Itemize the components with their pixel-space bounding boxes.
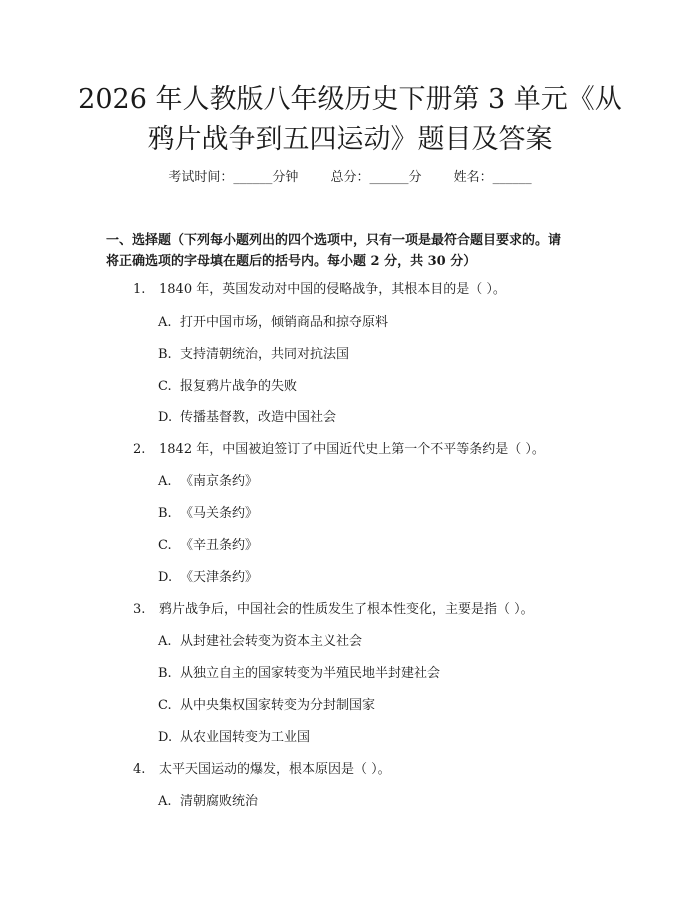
option-text: 《天津条约》	[180, 570, 259, 585]
answer-option	[158, 536, 618, 556]
option-text: 打开中国市场，倾销商品和掠夺原料	[180, 315, 389, 330]
exam-time-field: 考试时间：______分钟	[168, 170, 299, 185]
question-text: 太平天国运动的爆发，根本原因是（ ）。	[159, 762, 391, 777]
answer-option	[158, 568, 618, 588]
total-score-field: 总分：______分	[330, 170, 422, 185]
option-text: 传播基督教，改造中国社会	[180, 410, 337, 425]
option-letter: D.	[158, 410, 173, 425]
answer-option	[158, 632, 618, 652]
option-letter: B.	[158, 666, 172, 681]
question-number: 1.	[133, 282, 146, 297]
answer-option	[158, 728, 618, 748]
option-letter: B.	[158, 506, 172, 521]
option-letter: A.	[158, 315, 172, 330]
answer-option	[158, 696, 618, 716]
question-text: 鸦片战争后，中国社会的性质发生了根本性变化，主要是指（ ）。	[159, 602, 534, 617]
option-text: 支持清朝统治，共同对抗法国	[180, 347, 350, 362]
option-letter: A.	[158, 474, 172, 489]
section-heading-line-2: 将正确选项的字母填在题后的括号内。每小题 2 分，共 30 分）	[106, 254, 477, 269]
section-heading	[106, 230, 596, 272]
question-stem	[133, 760, 633, 780]
option-letter: C.	[158, 698, 172, 713]
question-stem	[133, 600, 633, 620]
answer-option	[158, 504, 618, 524]
option-letter: A.	[158, 634, 172, 649]
option-letter: A.	[158, 794, 172, 809]
option-text: 从农业国转变为工业国	[180, 730, 311, 745]
title-line-1: 2026 年人教版八年级历史下册第 3 单元《从	[78, 84, 622, 115]
question-number: 4.	[133, 762, 146, 777]
question-stem	[133, 440, 633, 460]
exam-info-line	[0, 168, 700, 188]
option-text: 《南京条约》	[180, 474, 259, 489]
document-title	[60, 80, 640, 160]
option-text: 《马关条约》	[180, 506, 259, 521]
answer-option	[158, 408, 618, 428]
answer-option	[158, 377, 618, 397]
title-line-2: 鸦片战争到五四运动》题目及答案	[147, 124, 553, 155]
question-text: 1842 年，中国被迫签订了中国近代史上第一个不平等条约是（ ）。	[159, 442, 545, 457]
answer-option	[158, 345, 618, 365]
question-number: 3.	[133, 602, 146, 617]
option-text: 《辛丑条约》	[180, 538, 259, 553]
question-number: 2.	[133, 442, 146, 457]
section-heading-line-1: 一、选择题（下列每小题列出的四个选项中，只有一项是最符合题目要求的。请	[106, 233, 562, 248]
option-letter: C.	[158, 538, 172, 553]
answer-option	[158, 313, 618, 333]
option-text: 清朝腐败统治	[180, 794, 259, 809]
option-text: 从独立自主的国家转变为半殖民地半封建社会	[180, 666, 441, 681]
option-letter: C.	[158, 379, 172, 394]
option-letter: D.	[158, 570, 173, 585]
answer-option	[158, 664, 618, 684]
option-letter: B.	[158, 347, 172, 362]
option-text: 从中央集权国家转变为分封制国家	[180, 698, 376, 713]
question-text: 1840 年，英国发动对中国的侵略战争，其根本目的是（ ）。	[159, 282, 506, 297]
student-name-field: 姓名：______	[453, 170, 532, 185]
option-letter: D.	[158, 730, 173, 745]
answer-option	[158, 472, 618, 492]
option-text: 报复鸦片战争的失败	[180, 379, 298, 394]
question-stem	[133, 280, 633, 300]
option-text: 从封建社会转变为资本主义社会	[180, 634, 363, 649]
answer-option	[158, 792, 618, 812]
